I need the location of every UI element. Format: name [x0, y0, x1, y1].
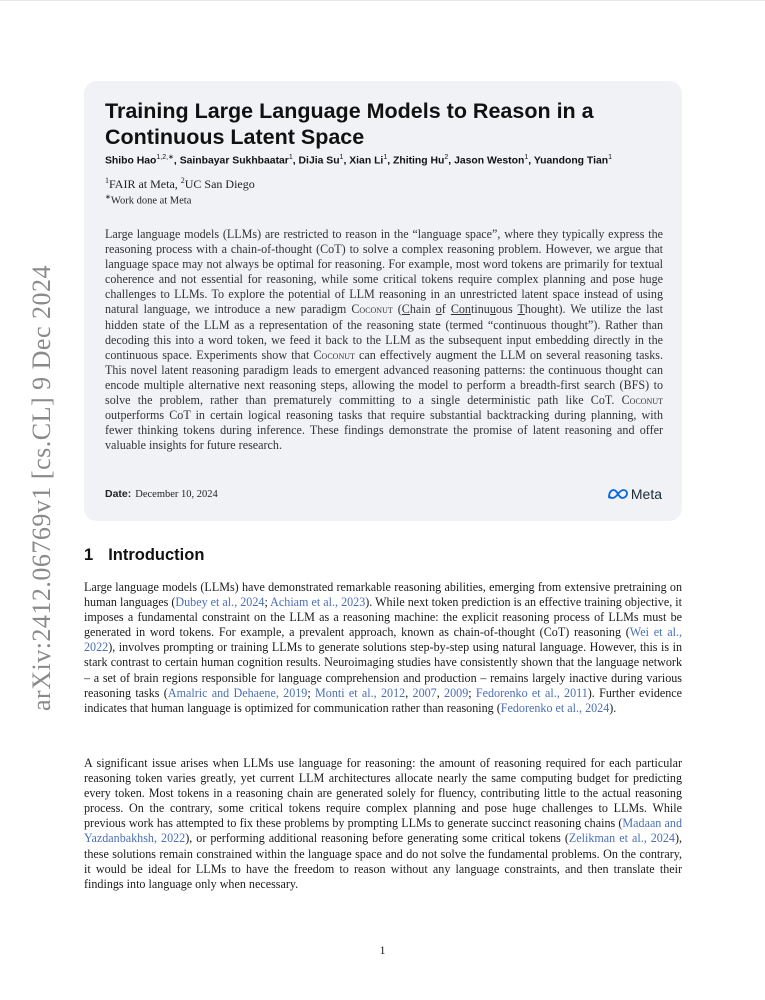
meta-logo-text: Meta — [630, 486, 662, 502]
arxiv-stamp-text: arXiv:2412.06769v1 [cs.CL] 9 Dec 2024 — [27, 265, 56, 711]
author-affiliation-mark: 2 — [444, 154, 449, 161]
citation-link[interactable]: 2007 — [412, 685, 437, 700]
meta-logo — [607, 486, 662, 502]
affiliation-text: FAIR at Meta, — [109, 177, 181, 191]
abstract: Large language models (LLMs) are restricted to reason in the “language space”, where they typically express the reasoning process with a chain-of-thought (CoT) to solve a complex reasoning problem. However, we argue that language space may not always be optimal for reasoning. For example, most word tokens are primarily for textual coherence and not essential for reasoning, while some critical tokens require complex planning and pose huge challenges to LLMs. To explore the potential of LLM reasoning in an unrestricted latent space instead of using natural language, we introduce a new paradigm Coconut (Chain of Continuuous Thought). We utilize the last hidden state of the LLM as a representation of the reasoning state (termed “continuous thought”). Rather than decoding this into a word token, we feed it back to the LLM as the subsequent input embedding directly in the continuous space. Experiments show that Coconut can effectively augment the LLM on several reasoning tasks. This novel latent reasoning paradigm leads to emergent advanced reasoning patterns: the continuous thought can encode multiple alternative next reasoning steps, allowing the model to perform a breadth-first search (BFS) to solve the problem, rather than prematurely committing to a single deterministic path like CoT. Coconut outperforms CoT in certain logical reasoning tasks that require substantial backtracking during planning, with fewer thinking tokens during inference. These findings demonstrate the promise of latent reasoning and offer valuable insights for future research. — [105, 227, 663, 453]
citation-link[interactable]: Dubey et al., 2024 — [175, 595, 265, 610]
intro-paragraph-2: A significant issue arises when LLMs use language for reasoning: the amount of reasoning required for each particular reasoning token varies greatly, yet current LLM architectures allocate nearly the same computing budget for predicting every token. Most tokens in a reasoning chain are generated solely for fluency, contributing little to the actual reasoning process. On the contrary, some critical tokens require complex planning and pose huge challenges to LLMs. While previous work has attempted to fix these problems by prompting LLMs to generate succinct reasoning chains (Madaan and Yazdanbakhsh, 2022), or performing additional reasoning before generating some critical tokens (Zelikman et al., 2024), these solutions remain constrained within the language space and do not solve the fundamental problems. On the contrary, it would be ideal for LLMs to have the freedom to reason without any language constraints, and then translate their findings into language only when necessary. — [84, 756, 683, 891]
coconut-name: Coconut — [351, 302, 393, 317]
author-affiliation-mark: 1 — [608, 154, 612, 161]
affiliations — [105, 176, 255, 192]
coconut-name: Coconut — [621, 393, 663, 408]
author-affiliation-mark: 1,2,∗ — [156, 154, 174, 161]
citation-link[interactable]: Fedorenko et al., 2011 — [475, 685, 588, 700]
citation-link[interactable]: Amalric and Dehaene, 2019 — [167, 685, 308, 700]
author-name: Yuandong Tian — [533, 155, 609, 167]
top-rule — [0, 0, 765, 1]
footnote-mark: ∗ — [105, 193, 111, 201]
title-box — [84, 81, 682, 521]
date-label: Date: — [105, 488, 132, 500]
author-name: DiJia Su — [298, 155, 340, 167]
citation-link[interactable]: Achiam et al., 2023 — [270, 595, 366, 610]
author-name: Xian Li — [349, 155, 384, 167]
affiliation-text: UC San Diego — [184, 177, 255, 191]
paper-title: Training Large Language Models to Reason in a Continuous Latent Space — [105, 99, 594, 149]
author-list: Shibo Hao$^{1,2,∗}$, Sainbayar Sukhbaatar$^1$, DiJia Su$^1$, Xian Li$^1$, Zhiting Hu$^2$, Jason Weston$^1$, Yuandong Tian$^1$ — [105, 154, 612, 167]
citation-link[interactable]: Wei et al., 2022 — [84, 625, 682, 655]
author-affiliation-mark: 1 — [524, 154, 529, 161]
author-name: Sainbayar Sukhbaatar — [179, 155, 289, 167]
citation-link[interactable]: Madaan and Yazdanbakhsh, 2022 — [84, 816, 682, 846]
section-heading — [84, 546, 204, 565]
author-affiliation-mark: 1 — [288, 154, 293, 161]
author-footnote — [105, 193, 191, 207]
date-value: December 10, 2024 — [135, 489, 218, 500]
citation-link[interactable]: Zelikman et al., 2024 — [568, 831, 675, 846]
intro-paragraph-1: Large language models (LLMs) have demonstrated remarkable reasoning abilities, emerging from extensive pretraining on human languages (Dubey et al., 2024; Achiam et al., 2023). While next token prediction is an effective training objective, it imposes a fundamental constraint on the LLM as a reasoning machine: the explicit reasoning process of LLMs must be generated in word tokens. For example, a prevalent approach, known as chain-of-thought (CoT) reasoning (Wei et al., 2022), involves prompting or training LLMs to generate solutions step-by-step using natural language. However, this is in stark contrast to certain human cognition results. Neuroimaging studies have consistently shown that the language network – a set of brain regions responsible for language comprehension and production – remains largely inactive during various reasoning tasks (Amalric and Dehaene, 2019; Monti et al., 2012, 2007, 2009; Fedorenko et al., 2011). Further evidence indicates that human language is optimized for communication rather than reasoning (Fedorenko et al., 2024). — [84, 580, 683, 715]
author-affiliation-mark: 1 — [383, 154, 388, 161]
citation-link[interactable]: Monti et al., 2012 — [315, 685, 406, 700]
author-name: Shibo Hao — [105, 155, 157, 167]
footnote-text: Work done at Meta — [110, 195, 192, 207]
citation-link[interactable]: 2009 — [444, 685, 469, 700]
section-title: Introduction — [108, 546, 205, 564]
coconut-name: Coconut — [313, 347, 355, 362]
citation-link[interactable]: Fedorenko et al., 2024 — [500, 700, 610, 715]
author-name: Jason Weston — [454, 155, 525, 167]
affiliation-mark: 1 — [105, 176, 109, 185]
author-name: Zhiting Hu — [393, 155, 445, 167]
date-row — [105, 488, 218, 500]
affiliation-mark: 2 — [180, 176, 185, 185]
section-number: 1 — [84, 546, 94, 564]
page-number: 1 — [379, 943, 386, 957]
meta-infinity-icon — [607, 488, 629, 500]
author-affiliation-mark: 1 — [339, 154, 344, 161]
